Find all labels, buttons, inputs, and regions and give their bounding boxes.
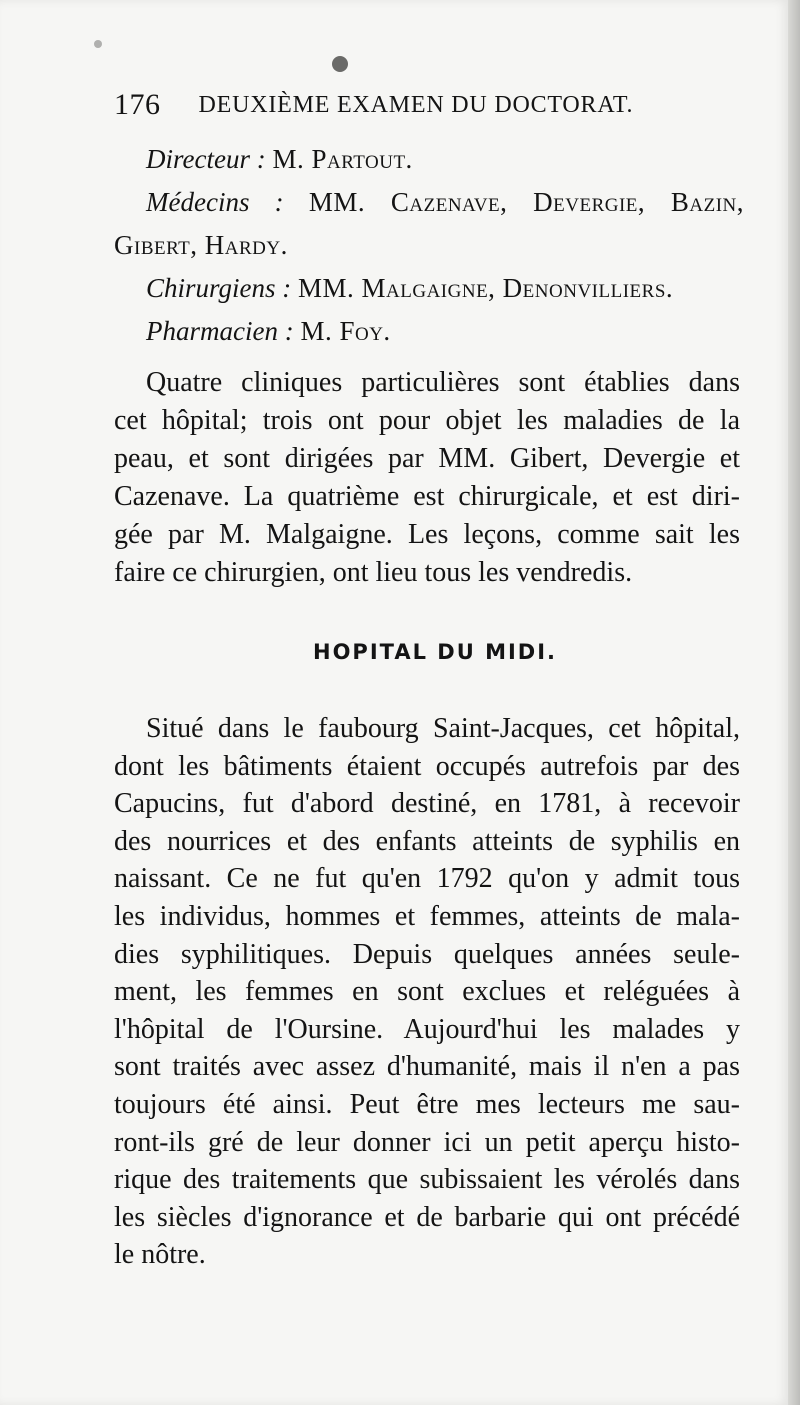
staff-pharmacien <box>114 310 744 353</box>
text-line: rique des traitements que subissaient les vérolés dans <box>114 1164 740 1196</box>
staff-names: M. Foy. <box>300 316 391 346</box>
section-title: HOPITAL DU MIDI. <box>313 640 557 664</box>
staff-names: Gibert, Hardy. <box>114 230 288 260</box>
text-line: dont les bâtiments étaient occupés autrefois par des <box>114 750 740 782</box>
role-label: Directeur : <box>146 144 266 174</box>
ink-spot <box>332 56 348 72</box>
role-label: Chirurgiens : <box>146 273 292 303</box>
text-line: Cazenave. La quatrième est chirurgicale, et est diri- <box>114 481 740 512</box>
staff-directeur <box>114 138 744 181</box>
text-line: faire ce chirurgien, ont lieu tous les vendredis. <box>114 557 633 588</box>
ink-spot <box>94 40 102 48</box>
text-line: Situé dans le faubourg Saint-Jacques, cet hôpital, <box>146 713 740 744</box>
text-line: gée par M. Malgaigne. Les leçons, comme sait les <box>114 519 740 550</box>
running-title: DEUXIÈME EXAMEN DU DOCTORAT. <box>198 92 634 118</box>
text-line: toujours été ainsi. Peut être mes lecteurs me sau- <box>114 1088 740 1120</box>
text-line: ront-ils gré de leur donner ici un petit aperçu histo- <box>114 1126 740 1158</box>
staff-names: MM. Malgaigne, Denonvilliers. <box>298 273 674 303</box>
staff-list <box>114 138 744 353</box>
text-line: dies syphilitiques. Depuis quelques années seule- <box>114 938 740 970</box>
text-line: sont traités avec assez d'humanité, mais il n'en a pas <box>114 1051 740 1083</box>
page-number: 176 <box>114 88 161 121</box>
text-line: naissant. Ce ne fut qu'en 1792 qu'on y admit tous <box>114 863 740 895</box>
page-edge <box>788 0 800 1405</box>
paragraph-cliniques <box>114 364 740 592</box>
staff-chirurgiens <box>114 267 744 310</box>
staff-medecins <box>114 181 744 224</box>
staff-names: M. Partout. <box>272 144 413 174</box>
staff-names: MM. Cazenave, Devergie, Bazin, <box>308 187 745 217</box>
text-line: Quatre cliniques particulières sont établies dans <box>146 367 740 398</box>
role-label: Pharmacien : <box>146 316 294 346</box>
text-line: les siècles d'ignorance et de barbarie qui ont précédé <box>114 1201 740 1233</box>
text-line: Capucins, fut d'abord destiné, en 1781, à recevoir <box>114 788 740 820</box>
role-label: Médecins : <box>146 187 284 217</box>
paragraph-hopital-du-midi <box>114 710 740 1274</box>
text-line: des nourrices et des enfants atteints de syphilis en <box>114 825 740 857</box>
staff-medecins-cont <box>114 224 744 267</box>
text-line: peau, et sont dirigées par MM. Gibert, Devergie et <box>114 443 740 474</box>
text-line: cet hôpital; trois ont pour objet les maladies de la <box>114 405 740 436</box>
text-line: ment, les femmes en sont exclues et reléguées à <box>114 976 740 1008</box>
text-line: l'hôpital de l'Oursine. Aujourd'hui les malades y <box>114 1013 740 1045</box>
text-line: le nôtre. <box>114 1239 206 1271</box>
running-head <box>114 88 674 122</box>
text-line: les individus, hommes et femmes, atteints de mala- <box>114 900 740 932</box>
